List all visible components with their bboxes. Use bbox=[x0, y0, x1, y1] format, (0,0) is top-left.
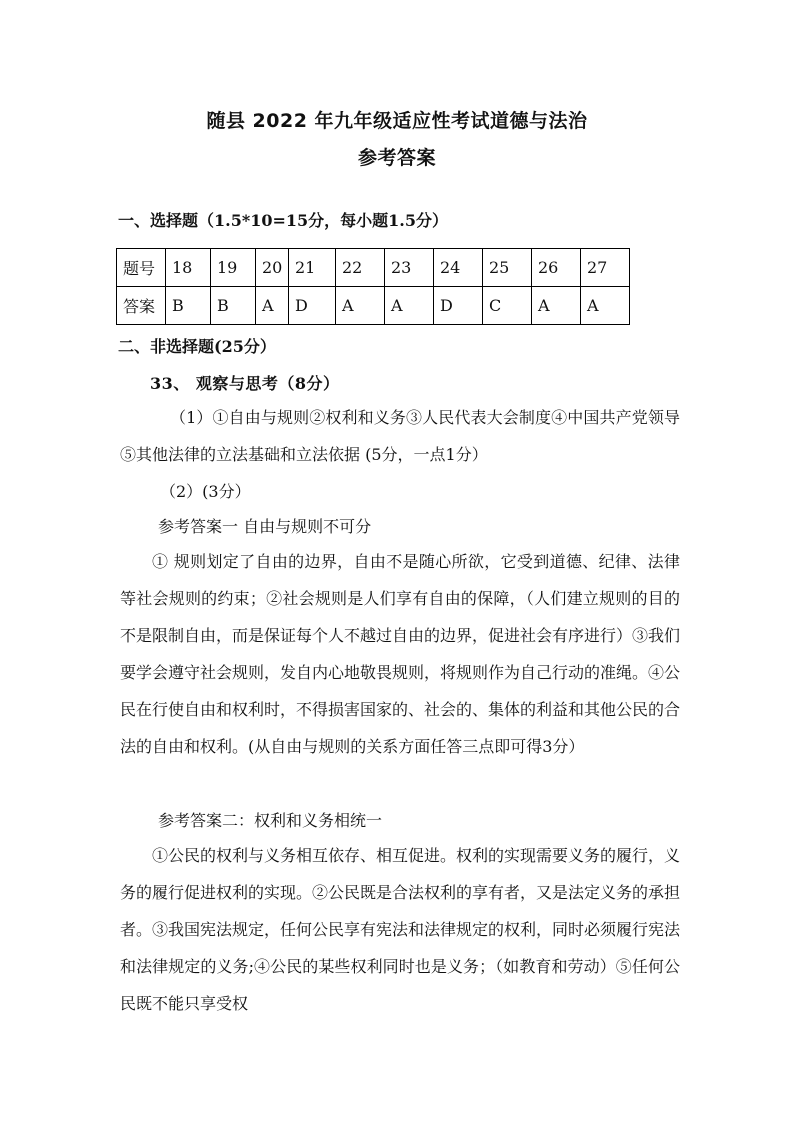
table-cell-number: 26 bbox=[532, 249, 581, 287]
answer2-heading: 参考答案二：权利和义务相统一 bbox=[158, 811, 383, 830]
answer1-text: ① 规则划定了自由的边界，自由不是随心所欲，它受到道德、纪律、法律等社会规则的约束；②社会规则是人们享有自由的保障，（人们建立规则的目的不是限制自由，而是保证每个人不越过自由的边界，促进社会有序进行）③我们要学会遵守社会规则，发自内心地敬畏规则，将规则作为自己行动的准绳。④公民在行使自由和权利时，不得损害国家的、社会的、集体的利益和其他公民的合法的自由和权利。(从自由与规则的关系方面任答三点即可得3分） bbox=[120, 552, 681, 756]
section2-heading: 二、非选择题(25分） bbox=[118, 337, 276, 356]
table-cell-answer: C bbox=[483, 287, 532, 325]
table-cell-number: 21 bbox=[289, 249, 336, 287]
section1-heading: 一、选择题（1.5*10=15分，每小题1.5分） bbox=[118, 211, 448, 230]
table-cell-answer: A bbox=[256, 287, 289, 325]
question33-part1-answer: （1）①自由与规则②权利和义务③人民代表大会制度④中国共产党领导⑤其他法律的立法基础和立法依据 (5分，一点1分） bbox=[120, 408, 680, 464]
table-header-answer: 答案 bbox=[117, 287, 166, 325]
table-row-numbers bbox=[117, 249, 630, 287]
table-cell-answer: D bbox=[289, 287, 336, 325]
table-cell-number: 25 bbox=[483, 249, 532, 287]
table-cell-answer: B bbox=[211, 287, 256, 325]
table-cell-number: 20 bbox=[256, 249, 289, 287]
table-cell-answer: A bbox=[385, 287, 434, 325]
table-cell-answer: A bbox=[581, 287, 630, 325]
table-header-number: 题号 bbox=[117, 249, 166, 287]
table-row-answers bbox=[117, 287, 630, 325]
table-cell-number: 22 bbox=[336, 249, 385, 287]
table-cell-number: 27 bbox=[581, 249, 630, 287]
table-cell-answer: D bbox=[434, 287, 483, 325]
question33-heading: 33、 观察与思考（8分） bbox=[150, 374, 340, 393]
document-title: 随县 2022 年九年级适应性考试道德与法治 bbox=[206, 110, 588, 132]
answer2-text: ①公民的权利与义务相互依存、相互促进。权利的实现需要义务的履行，义务的履行促进权利的实现。②公民既是合法权利的享有者，又是法定义务的承担者。③我国宪法规定，任何公民享有宪法和法律规定的权利，同时必须履行宪法和法律规定的义务;④公民的某些权利同时也是义务；（如教育和劳动）⑤任何公民既不能只享受权 bbox=[120, 846, 681, 1013]
table-cell-number: 24 bbox=[434, 249, 483, 287]
table-cell-answer: A bbox=[336, 287, 385, 325]
document-subtitle: 参考答案 bbox=[357, 147, 436, 169]
table-cell-number: 19 bbox=[211, 249, 256, 287]
table-cell-answer: A bbox=[532, 287, 581, 325]
question33-part2-label: （2）(3分） bbox=[160, 482, 251, 501]
answer1-heading: 参考答案一 自由与规则不可分 bbox=[158, 517, 372, 536]
table-cell-answer: B bbox=[166, 287, 211, 325]
table-cell-number: 18 bbox=[166, 249, 211, 287]
table-cell-number: 23 bbox=[385, 249, 434, 287]
answer-table bbox=[116, 248, 630, 325]
